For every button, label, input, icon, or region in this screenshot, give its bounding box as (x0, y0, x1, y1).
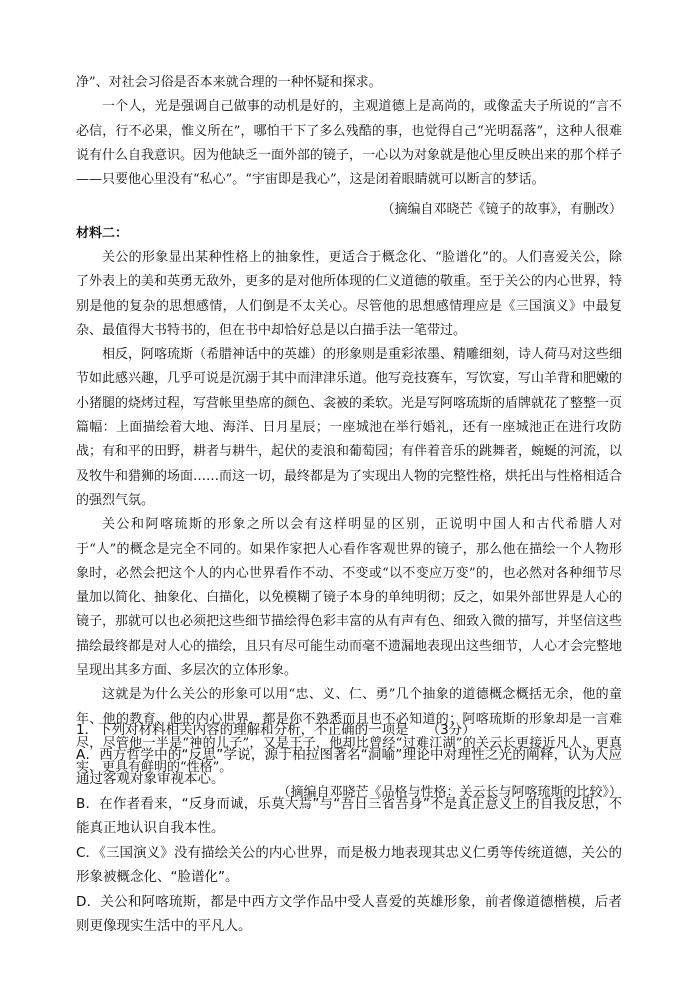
paragraph-guangong: 关公的形象显出某种性格上的抽象性，更适合于概念化、“脸谱化”的。人们喜爱关公，除了外表上的美和英勇无敌外，更多的是对他所体现的仁义道德的敬重。至于关公的内心世界，特别是他的复杂的思想感情，人们倒是不太关心。尽管他的思想感情理应是《三国演义》中最复杂、最值得大书特书的，但在书中却恰好总是以白描手法一笔带过。 (76, 250, 623, 338)
paragraph-comparison: 关公和阿喀琉斯的形象之所以会有这样明显的区别，正说明中国人和古代希腊人对于“人”的概念是完全不同的。如果作家把人心看作客观世界的镜子，那么他在描绘一个人物形象时，必然会把这个人的内心世界看作不动、不变或“以不变应万变”的，也必然对各种细节尽量加以简化、抽象化、白描化，以免模糊了镜子本身的单纯明彻；反之，如果外部世界是人心的镜子，那就可以也必须把这些细节描绘得色彩丰富的从有声有色、细致入微的描写，并坚信这些描绘最终都是对人心的描绘，且只有尽可能生动而毫不遗漏地表现出这些细节，人心才会完整地呈现出其多方面、多层次的立体形象。 (76, 517, 623, 679)
paragraph-conclusion: 这就是为什么关公的形象可以用“忠、义、仁、勇”几个抽象的道德概念概括无余，他的童年、他的教育、他的内心世界，都是你不熟悉而且也不必知道的；阿喀琉斯的形象却是一言难尽，尽管他一半是“神的儿子”，又是王子，他却比曾经“过难江湖”的关云长更接近凡人、更真实、更具有鲜明的“性格”。 (76, 687, 622, 776)
material-one-ending (76, 71, 622, 222)
option-c: C．《三国演义》没有描绘关公的内心世界，而是极力地表现其忠义仁勇等传统道德，关公的形象被概念化、“脸谱化”。 (76, 844, 622, 885)
question-stem-text: 1．下列对材料相关内容的理解和分析，不正确的一项是 (76, 722, 409, 738)
option-b: B．在作者看来，“反身而诚，乐莫大焉”与“吾日三省吾身”不是真正意义上的自我反思，不能真正地认识自我本性。 (76, 795, 622, 836)
material-two-heading: 材料二： (76, 226, 129, 241)
paragraph-self-awareness: 一个人，光是强调自己做事的动机是好的，主观道德上是高尚的，或像孟夫子所说的“言不必信，行不必果，惟义所在”，哪怕干下了多么残酷的事，也觉得自己“光明磊落”，这种人很难说有什么自我意识。因为他缺乏一面外部的镜子，一心以为对象就是他心里反映出来的那个样子——只要他心里没有“私心”。“宇宙即是我心”，这是闭着眼睛就可以断言的梦话。 (76, 99, 623, 188)
option-d: D．关公和阿喀琉斯，都是中西方文学作品中受人喜爱的英雄形象，前者像道德楷模，后者则更像现实生活中的平凡人。 (76, 893, 622, 934)
question-stem (76, 718, 622, 743)
question-score: （3分） (426, 722, 476, 738)
question-block (76, 718, 622, 939)
source-citation: （摘编自邓晓芒《镜子的故事》，有删改） (381, 202, 622, 218)
paragraph-achilles: 相反，阿喀琉斯（希腊神话中的英雄）的形象则是重彩浓墨、精雕细刻，诗人荷马对这些细节如此感兴趣，几乎可说是沉溺于其中而津津乐道。他写竞技赛车，写饮宴，写山羊背和肥嫩的小猪腿的烧烤过程，写营帐里垫席的颜色、衾被的柔软。光是写阿喀琉斯的盾牌就花了整整一页篇幅：上面描绘着大地、海洋、日月星辰；一座城池在举行婚礼，还有一座城池正在进行攻防战；有和平的田野，耕者与耕牛，起伏的麦浪和葡萄园；有伴着音乐的跳舞者，蜿蜒的河流，以及牧牛和猎狮的场面……而这一切，最终都是为了实现出人物的完整性格，烘托出与性格相适合的强烈气氛。 (76, 347, 623, 508)
paragraph-tail: 净”、对社会习俗是否本来就合理的一种怀疑和探求。 (76, 75, 382, 90)
source-citation: （摘编自邓晓芒《品格与性格：关云长与阿喀琉斯的比较》） (277, 784, 622, 800)
option-a: A．西方哲学中的“反思”学说，源于柏拉图著名“洞喻”理论中对理性之光的阐释，认为人应通过客观对象审视本心。 (76, 746, 622, 787)
